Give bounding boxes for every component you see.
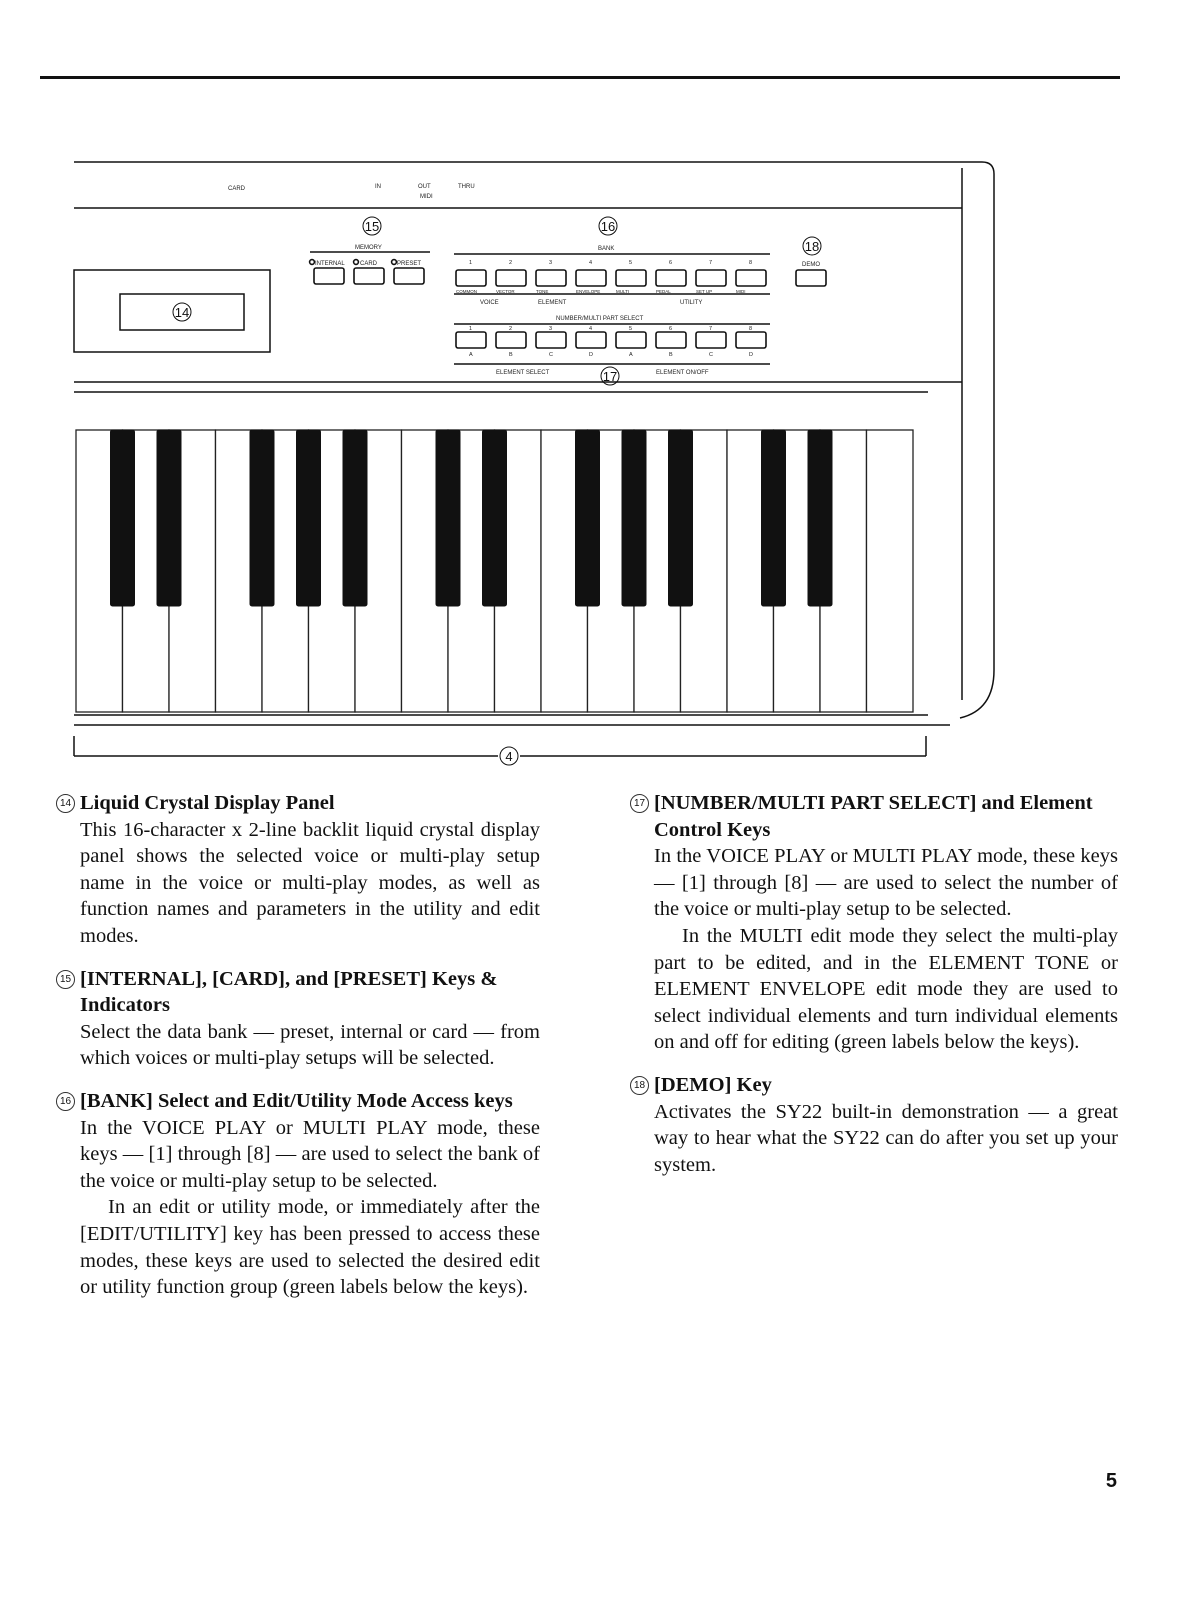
- black-key: [111, 430, 135, 606]
- demo-label: DEMO: [802, 262, 820, 268]
- black-key: [483, 430, 507, 606]
- element-onoff-label: ELEMENT ON/OFF: [656, 370, 709, 376]
- card-key[interactable]: [354, 268, 384, 284]
- bank-sublabel: COMMON: [456, 289, 477, 294]
- number-key-7[interactable]: [696, 332, 726, 348]
- bank-key-3[interactable]: [536, 270, 566, 286]
- black-key: [250, 430, 274, 606]
- item-paragraph: In an edit or utility mode, or immediately after the [EDIT/UTILITY] key has been pressed to access these modes, these keys are used to selected the desired edit or utility function group (green labels below the keys).: [80, 1196, 540, 1299]
- element-letter-label: D: [749, 352, 753, 358]
- item-paragraph: Activates the SY22 built-in demonstration — a great way to hear what the SY22 can do after you set up your system.: [654, 1100, 1118, 1176]
- midi-out-label: OUT: [418, 184, 431, 190]
- bank-number-label: 1: [469, 260, 473, 266]
- svg-text:14: 14: [174, 305, 190, 320]
- utility-label: UTILITY: [680, 300, 703, 306]
- number-label: 4: [589, 326, 593, 332]
- svg-text:16: 16: [600, 219, 616, 234]
- number-key-1[interactable]: [456, 332, 486, 348]
- item-title: [DEMO] Key: [654, 1073, 772, 1096]
- black-key: [157, 430, 181, 606]
- callout-16: [599, 217, 617, 235]
- black-key: [343, 430, 367, 606]
- black-key: [436, 430, 460, 606]
- element-letter-label: C: [709, 352, 713, 358]
- number-label: 5: [629, 326, 633, 332]
- item-paragraph: In the VOICE PLAY or MULTI PLAY mode, these keys — [1] through [8] — are used to select the number of the voice or multi-play setup to be selected.: [654, 845, 1118, 921]
- element-letter-label: C: [549, 352, 553, 358]
- bank-number-label: 4: [589, 260, 593, 266]
- number-label: 8: [749, 326, 753, 332]
- svg-text:4: 4: [505, 749, 513, 764]
- bank-sublabel: ENVELOPE: [576, 289, 601, 294]
- black-key: [669, 430, 693, 606]
- item-title: [INTERNAL], [CARD], and [PRESET] Keys & Indicators: [80, 967, 498, 1017]
- page-number: 5: [1105, 1470, 1117, 1492]
- number-key-2[interactable]: [496, 332, 526, 348]
- bank-number-label: 2: [509, 260, 513, 266]
- midi-in-label: IN: [375, 184, 381, 190]
- item-number: 18: [630, 1076, 649, 1095]
- item-number: 17: [630, 794, 649, 813]
- item-number: 14: [56, 794, 75, 813]
- memory-label: MEMORY: [355, 245, 382, 251]
- preset-key[interactable]: [394, 268, 424, 284]
- bank-key-8[interactable]: [736, 270, 766, 286]
- bank-sublabel: SET UP: [696, 289, 713, 294]
- black-key: [622, 430, 646, 606]
- preset-indicator: [392, 260, 397, 265]
- number-label: 1: [469, 326, 473, 332]
- item-paragraph: This 16-character x 2-line backlit liquid crystal display panel shows the selected voice or multi-play setup name in the voice or multi-play modes, as well as function names and parameters in the utility and edit modes.: [80, 818, 540, 947]
- black-key: [297, 430, 321, 606]
- internal-label: INTERNAL: [315, 261, 345, 267]
- number-label: 6: [669, 326, 673, 332]
- number-key-3[interactable]: [536, 332, 566, 348]
- bank-number-label: 8: [749, 260, 753, 266]
- svg-text:17: 17: [602, 369, 618, 384]
- bank-key-6[interactable]: [656, 270, 686, 286]
- callout-17: [601, 367, 619, 385]
- element-select-label: ELEMENT SELECT: [496, 370, 550, 376]
- svg-text:15: 15: [364, 219, 380, 234]
- right-column: [630, 790, 1118, 1194]
- callout-15: [363, 217, 381, 235]
- item-paragraph: In the MULTI edit mode they select the multi-play part to be edited, and in the ELEMENT TONE or ELEMENT ENVELOPE edit mode they are used to select individual elements and turn individual elements on and off for editing (green labels below the keys).: [654, 924, 1118, 1054]
- item-paragraph: In the VOICE PLAY or MULTI PLAY mode, these keys — [1] through [8] — are used to select the bank of the voice or multi-play setup to be selected.: [80, 1116, 540, 1192]
- bank-key-1[interactable]: [456, 270, 486, 286]
- card-key-label: CARD: [360, 261, 378, 267]
- element-letter-label: B: [509, 352, 513, 358]
- number-label: 3: [549, 326, 553, 332]
- bank-sublabel: VECTOR: [496, 289, 515, 294]
- callout-18: [803, 237, 821, 255]
- card-slot-label: CARD: [228, 186, 246, 192]
- bank-number-label: 7: [709, 260, 713, 266]
- voice-label: VOICE: [480, 300, 499, 306]
- number-key-6[interactable]: [656, 332, 686, 348]
- card-indicator: [354, 260, 359, 265]
- bank-sublabel: TONE: [536, 289, 549, 294]
- midi-label: MIDI: [420, 194, 433, 200]
- number-key-5[interactable]: [616, 332, 646, 348]
- element-letter-label: A: [629, 352, 633, 358]
- bank-key-2[interactable]: [496, 270, 526, 286]
- bank-sublabel: PEDAL: [656, 289, 671, 294]
- item-title: Liquid Crystal Display Panel: [80, 792, 335, 814]
- bank-sublabel: MIDI: [736, 289, 746, 294]
- bank-key-5[interactable]: [616, 270, 646, 286]
- bank-sublabel: MULTI: [616, 289, 630, 294]
- left-column: [56, 790, 540, 1317]
- callout-14: [173, 303, 191, 321]
- item-number: 16: [56, 1092, 75, 1111]
- lcd-housing: [74, 270, 270, 352]
- bank-label: BANK: [598, 246, 615, 252]
- midi-thru-label: THRU: [458, 184, 475, 190]
- description-item: [56, 790, 540, 950]
- item-title: [NUMBER/MULTI PART SELECT] and Element Control Keys: [654, 792, 1093, 841]
- svg-text:18: 18: [804, 239, 820, 254]
- white-key: [867, 430, 914, 712]
- description-item: [56, 1088, 540, 1301]
- header-rule: [40, 76, 1120, 79]
- element-letter-label: D: [589, 352, 593, 358]
- item-paragraph: Select the data bank — preset, internal or card — from which voices or multi-play setups will be selected.: [80, 1020, 540, 1070]
- bank-key-7[interactable]: [696, 270, 726, 286]
- black-key: [576, 430, 600, 606]
- number-key-4[interactable]: [576, 332, 606, 348]
- demo-key[interactable]: [796, 270, 826, 286]
- number-label: 7: [709, 326, 713, 332]
- preset-label: PRESET: [397, 261, 422, 267]
- internal-indicator: [310, 260, 315, 265]
- callout-4: [500, 747, 518, 765]
- bank-number-label: 3: [549, 260, 553, 266]
- number-key-8[interactable]: [736, 332, 766, 348]
- number-select-label: NUMBER/MULTI PART SELECT: [556, 316, 644, 322]
- number-label: 2: [509, 326, 513, 332]
- black-key: [762, 430, 786, 606]
- element-letter-label: A: [469, 352, 473, 358]
- element-label: ELEMENT: [538, 300, 567, 306]
- bank-number-label: 5: [629, 260, 633, 266]
- description-item: [630, 1072, 1118, 1178]
- element-letter-label: B: [669, 352, 673, 358]
- bank-key-4[interactable]: [576, 270, 606, 286]
- description-item: [56, 966, 540, 1072]
- internal-key[interactable]: [314, 268, 344, 284]
- black-key: [808, 430, 832, 606]
- keyboard-panel-diagram: [70, 150, 1010, 780]
- item-number: 15: [56, 970, 75, 989]
- item-title: [BANK] Select and Edit/Utility Mode Access keys: [80, 1089, 513, 1112]
- bank-number-label: 6: [669, 260, 673, 266]
- description-item: [630, 790, 1118, 1056]
